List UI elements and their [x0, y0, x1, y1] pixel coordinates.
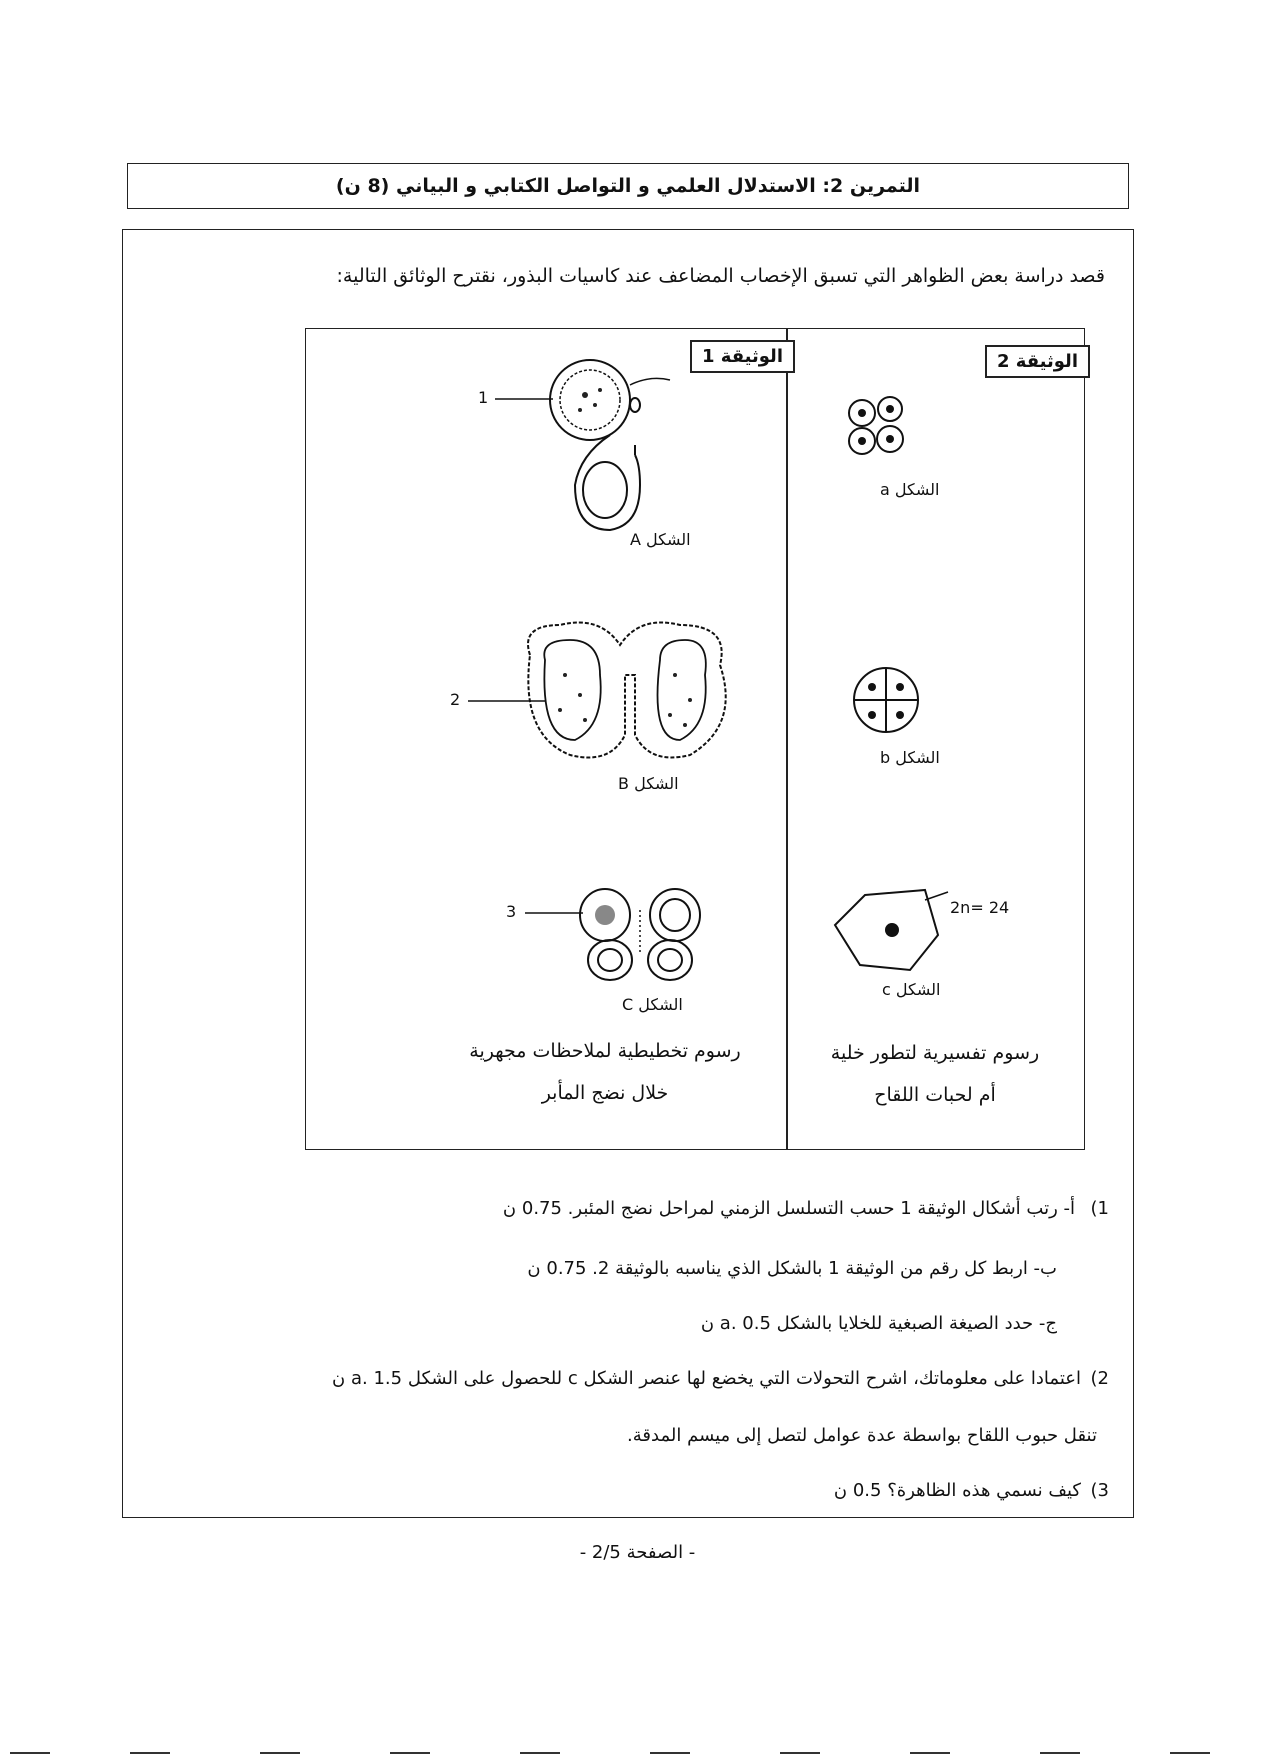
scan-dash	[10, 1752, 50, 1754]
scan-dash	[650, 1752, 690, 1754]
scan-dash	[520, 1752, 560, 1754]
doc2-caption-line2: أم لحبات اللقاح	[874, 1084, 996, 1106]
question-3-number: 3)	[1090, 1480, 1109, 1501]
question-1a: أ- رتب أشكال الوثيقة 1 حسب التسلسل الزمني لمراحل نضج المئبر. 0.75 ن	[502, 1198, 1075, 1219]
page-number: - الصفحة 2/5 -	[579, 1542, 696, 1563]
figure-c-label: الشكل C	[622, 995, 683, 1014]
question-1b: ب- اربط كل رقم من الوثيقة 1 بالشكل الذي يناسبه بالوثيقة 2. 0.75 ن	[527, 1258, 1057, 1279]
question-2: اعتمادا على معلوماتك، اشرح التحولات التي يخضع لها عنصر الشكل c للحصول على الشكل a. 1.5 ن	[332, 1368, 1081, 1389]
scan-dash	[1170, 1752, 1210, 1754]
documents-divider	[786, 328, 788, 1150]
doc1-caption-line1: رسوم تخطيطية لملاحظات مجهرية	[469, 1040, 741, 1062]
scan-dash	[1040, 1752, 1080, 1754]
figure-a2-label: الشكل a	[880, 480, 940, 499]
doc2-caption-line1: رسوم تفسيرية لتطور خلية	[830, 1042, 1040, 1064]
chromosome-number-label: 2n= 24	[950, 898, 1010, 917]
figure-c-drawing	[575, 880, 705, 990]
pointer-1-line	[495, 398, 555, 402]
figure-b2-drawing	[850, 665, 925, 735]
exercise-title: التمرين 2: الاستدلال العلمي و التواصل الكتابي و البياني (8 ن)	[127, 163, 1129, 209]
scan-dash	[780, 1752, 820, 1754]
figure-a-drawing	[540, 355, 680, 535]
question-2-number: 2)	[1090, 1368, 1109, 1389]
doc1-title: الوثيقة 1	[690, 340, 795, 373]
figure-c2-drawing	[830, 880, 960, 980]
figure-b-label: الشكل B	[618, 774, 679, 793]
figure-b-drawing	[510, 615, 750, 775]
scan-dash	[390, 1752, 430, 1754]
doc1-caption-line2: خلال نضج المأبر	[541, 1082, 669, 1104]
doc2-caption	[800, 1032, 1070, 1116]
scan-dash	[130, 1752, 170, 1754]
pointer-3-label: 3	[506, 902, 517, 921]
pointer-1-label: 1	[478, 388, 489, 407]
question-1c: ج- حدد الصيغة الصبغية للخلايا بالشكل a. 0.5 ن	[700, 1313, 1057, 1334]
doc1-caption	[440, 1030, 770, 1114]
question-1-number: 1)	[1090, 1198, 1109, 1219]
pollen-statement: تنقل حبوب اللقاح بواسطة عدة عوامل لتصل إلى ميسم المدقة.	[627, 1425, 1097, 1446]
intro-text: قصد دراسة بعض الظواهر التي تسبق الإخصاب المضاعف عند كاسيات البذور، نقترح الوثائق التالية:	[336, 265, 1105, 287]
pointer-3-line	[525, 912, 585, 916]
scan-dash	[260, 1752, 300, 1754]
pointer-2-line	[468, 700, 548, 704]
question-3: كيف نسمي هذه الظاهرة؟ 0.5 ن	[833, 1480, 1081, 1501]
figure-a2-drawing	[840, 395, 920, 465]
scan-dash	[910, 1752, 950, 1754]
doc2-title: الوثيقة 2	[985, 345, 1090, 378]
pointer-2-label: 2	[450, 690, 461, 709]
figure-c2-label: الشكل c	[882, 980, 941, 999]
figure-a-label: الشكل A	[630, 530, 691, 549]
figure-b2-label: الشكل b	[880, 748, 940, 767]
